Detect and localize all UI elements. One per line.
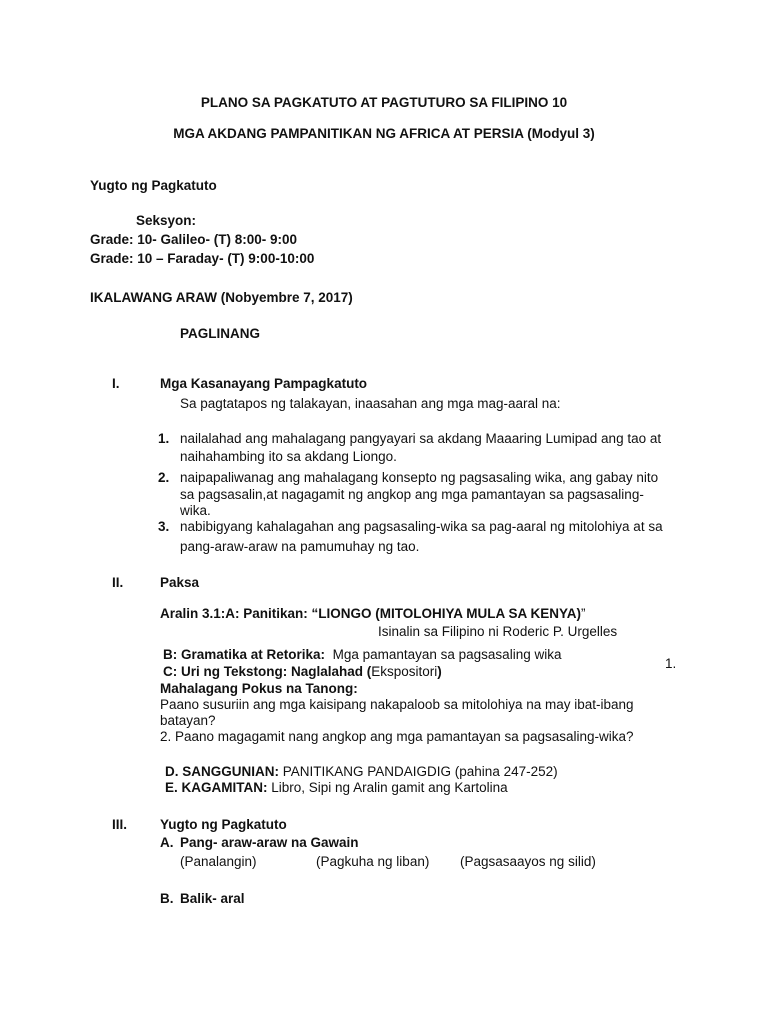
- references-line: [165, 763, 558, 780]
- grade-line-2: Grade: 10 – Faraday- (T) 9:00-10:00: [90, 251, 315, 266]
- day-heading: IKALAWANG ARAW (Nobyembre 7, 2017): [90, 290, 353, 305]
- lesson-title-close: ”: [581, 606, 586, 621]
- activity-attendance: (Pagkuha ng liban): [316, 854, 430, 869]
- materials-line: [165, 779, 508, 796]
- section-1-numeral: I.: [112, 376, 120, 391]
- text-type-label: C: Uri ng Tekstong: Naglalahad (: [163, 664, 372, 679]
- translator-credit: Isinalin sa Filipino ni Roderic P. Urgelles: [378, 624, 618, 639]
- lesson-title: [160, 605, 586, 622]
- focus-question-1-line: batayan?: [160, 713, 216, 728]
- activity-room-arrangement: (Pagsasaayos ng silid): [460, 854, 596, 869]
- list-item-number: 3.: [158, 519, 170, 534]
- materials-value: Libro, Sipi ng Aralin gamit ang Kartolina: [271, 780, 508, 795]
- section-2-heading: Paksa: [160, 575, 200, 590]
- section-2-numeral: II.: [112, 575, 124, 590]
- document-title: PLANO SA PAGKATUTO AT PAGTUTURO SA FILIPINO 10: [200, 95, 568, 110]
- focus-question-2: 2. Paano magagamit nang angkop ang mga pamantayan sa pagsasaling-wika?: [160, 729, 634, 744]
- section-1-lead: Sa pagtatapos ng talakayan, inaasahan ang mga mag-aaral na:: [180, 396, 561, 411]
- text-type-line: [163, 663, 442, 680]
- document-subtitle: MGA AKDANG PAMPANITIKAN NG AFRICA AT PERSIA (Modyul 3): [173, 126, 595, 141]
- text-type-value: Ekspositori: [371, 664, 438, 679]
- grammar-label: B: Gramatika at Retorika:: [163, 647, 326, 662]
- list-item-line: nailalahad ang mahalagang pangyayari sa akdang Maaaring Lumipad ang tao at: [180, 431, 662, 446]
- text-type-close: ): [437, 664, 442, 679]
- focus-question-1-line: Paano susuriin ang mga kaisipang nakapaloob sa mitolohiya na may ibat-ibang: [160, 697, 634, 712]
- stage-heading: Yugto ng Pagkatuto: [90, 178, 217, 193]
- section-1-heading: Mga Kasanayang Pampagkatuto: [160, 376, 368, 391]
- subsection-b-heading: Balik- aral: [180, 891, 245, 906]
- list-item-number: 2.: [158, 470, 170, 485]
- list-item-line: naihahambing ito sa akdang Liongo.: [180, 449, 397, 464]
- list-item-line: wika.: [180, 503, 211, 518]
- grammar-line: [163, 646, 561, 663]
- list-item-line: pang-araw-araw na pamumuhay ng tao.: [180, 539, 420, 554]
- list-item-number: 1.: [158, 431, 170, 446]
- materials-label: E. KAGAMITAN:: [165, 780, 268, 795]
- grade-line-1: Grade: 10- Galileo- (T) 8:00- 9:00: [90, 232, 298, 247]
- lesson-title-text: Aralin 3.1:A: Panitikan: “LIONGO (MITOLOHIYA MULA SA KENYA): [160, 606, 582, 621]
- activity-prayer: (Panalangin): [180, 854, 257, 869]
- section-label: Seksyon:: [136, 213, 197, 228]
- subsection-a-heading: Pang- araw-araw na Gawain: [180, 835, 359, 850]
- references-label: D. SANGGUNIAN:: [165, 764, 279, 779]
- section-3-numeral: III.: [112, 817, 128, 832]
- side-number: 1.: [665, 656, 677, 671]
- phase-heading: PAGLINANG: [180, 326, 260, 341]
- section-3-heading: Yugto ng Pagkatuto: [160, 817, 287, 832]
- list-item-line: sa pagsasalin,at nagagamit ng angkop ang mga pamantayan sa pagsasaling-: [180, 487, 644, 502]
- grammar-value: Mga pamantayan sa pagsasaling wika: [332, 647, 562, 662]
- subsection-b-label: B.: [160, 891, 174, 906]
- focus-question-label: Mahalagang Pokus na Tanong:: [160, 681, 358, 696]
- list-item-line: nabibigyang kahalagahan ang pagsasaling-wika sa pag-aaral ng mitolohiya at sa: [180, 519, 663, 534]
- list-item-line: naipapaliwanag ang mahalagang konsepto ng pagsasaling wika, ang gabay nito: [180, 470, 659, 485]
- references-value: PANITIKANG PANDAIGDIG (pahina 247-252): [282, 764, 558, 779]
- subsection-a-label: A.: [160, 835, 174, 850]
